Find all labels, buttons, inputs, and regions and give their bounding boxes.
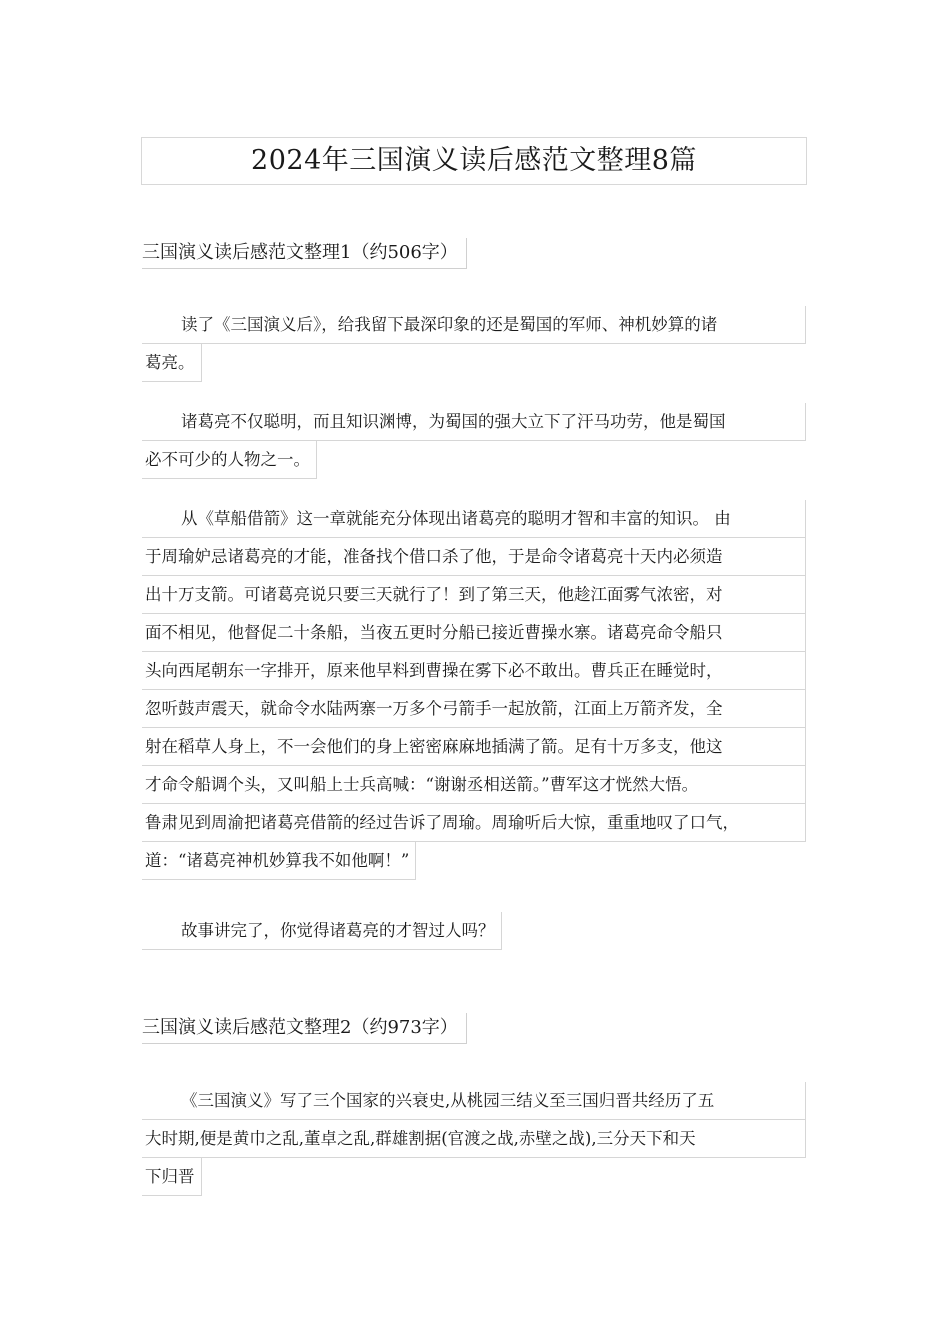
paragraph-line: 忽听鼓声震天，就命令水陆两寨一万多个弓箭手一起放箭，江面上万箭齐发，全	[142, 690, 806, 728]
paragraph-line: 鲁肃见到周渝把诸葛亮借箭的经过告诉了周瑜。周瑜听后大惊，重重地叹了口气，	[142, 804, 806, 842]
paragraph-line: 才命令船调个头，又叫船上士兵高喊：“谢谢丞相送箭。”曹军这才恍然大悟。	[142, 766, 806, 804]
paragraph-line: 葛亮。	[142, 344, 202, 382]
paragraph-line: 读了《三国演义后》，给我留下最深印象的还是蜀国的军师、神机妙算的诸	[142, 306, 806, 344]
paragraph-line: 于周瑜妒忌诸葛亮的才能，准备找个借口杀了他，于是命令诸葛亮十天内必须造	[142, 538, 806, 576]
paragraph-line: 必不可少的人物之一。	[142, 441, 317, 479]
section-heading-1: 三国演义读后感范文整理1（约506字）	[142, 238, 467, 269]
page-title: 2024年三国演义读后感范文整理8篇	[141, 137, 807, 185]
paragraph	[142, 403, 806, 483]
paragraph-line: 《三国演义》写了三个国家的兴衰史,从桃园三结义至三国归晋共经历了五	[142, 1082, 806, 1120]
paragraph-line: 诸葛亮不仅聪明，而且知识渊博，为蜀国的强大立下了汗马功劳，他是蜀国	[142, 403, 806, 441]
paragraph-line: 下归晋	[142, 1158, 202, 1196]
paragraph	[142, 500, 806, 884]
paragraph-line: 射在稻草人身上，不一会他们的身上密密麻麻地插满了箭。足有十万多支，他这	[142, 728, 806, 766]
paragraph-line: 头向西尾朝东一字排开，原来他早料到曹操在雾下必不敢出。曹兵正在睡觉时，	[142, 652, 806, 690]
paragraph-line: 从《草船借箭》这一章就能充分体现出诸葛亮的聪明才智和丰富的知识。 由	[142, 500, 806, 538]
paragraph	[142, 1082, 806, 1200]
paragraph-line: 出十万支箭。可诸葛亮说只要三天就行了！到了第三天，他趁江面雾气浓密，对	[142, 576, 806, 614]
paragraph-line: 故事讲完了，你觉得诸葛亮的才智过人吗？	[142, 912, 502, 950]
paragraph-line: 道：“诸葛亮神机妙算我不如他啊！”	[142, 842, 416, 880]
paragraph-line: 面不相见，他督促二十条船，当夜五更时分船已接近曹操水寨。诸葛亮命令船只	[142, 614, 806, 652]
section-heading-2: 三国演义读后感范文整理2（约973字）	[142, 1013, 467, 1044]
paragraph	[142, 912, 806, 954]
paragraph	[142, 306, 806, 386]
paragraph-line: 大时期,便是黄巾之乱,董卓之乱,群雄割据(官渡之战,赤壁之战),三分天下和天	[142, 1120, 806, 1158]
